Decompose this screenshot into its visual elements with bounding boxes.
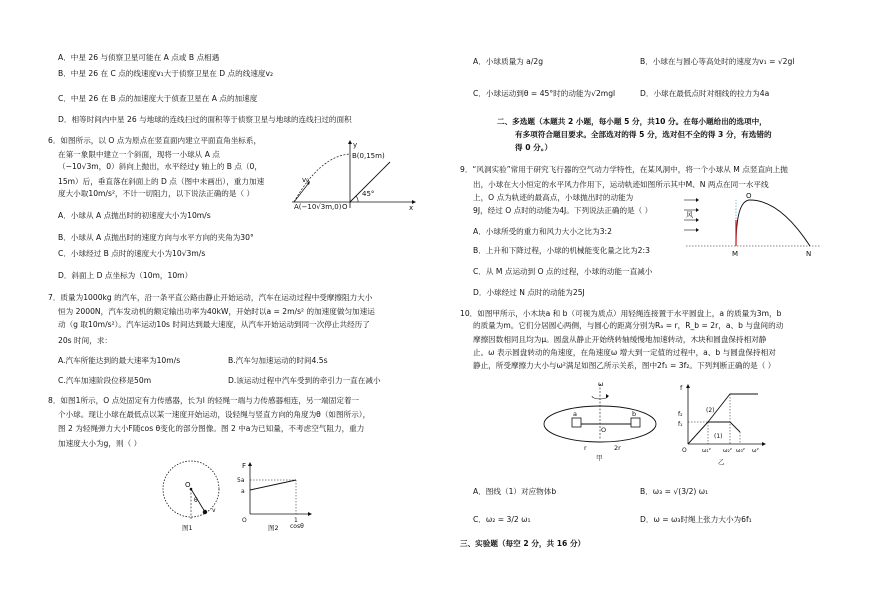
- q10-stem-5: 静止，所受摩擦力大小与ω²满足如图乙所示关系，图中2f₁ = 3f₂。下列判断正确的是（ ）: [473, 361, 776, 370]
- q8-stem-3: 图 2 为轻绳弹力大小F随cos θ变化的部分图像。图 2 中a为已知量，不考虑空气阻力，重力: [58, 424, 365, 433]
- q8-fig1-theta: θ: [194, 497, 198, 504]
- q6-fig-x-label: x: [409, 204, 414, 212]
- q10-fig-o: O: [601, 426, 607, 434]
- section-2-title-2: 有多项符合题目要求。全部选对的得 5 分，选对但不全的得 3 分，有选错的: [515, 130, 772, 139]
- q9-figure: [680, 190, 830, 262]
- q8-figure-1: [158, 456, 228, 532]
- q9-stem-4: 9J，经过 O 点时的动能为4J。下列说法正确的是（ ）: [473, 206, 653, 215]
- q6-stem-5: 度大小取10m/s²，不计一切阻力，以下说法正确的是（ ）: [58, 189, 255, 198]
- q10-fig-w3: ω₃²: [736, 448, 746, 454]
- q9-fig-n: N: [806, 250, 812, 258]
- q5-option-a: A．中星 26 与侦察卫星可能在 A 点或 B 点相遇: [58, 53, 220, 62]
- q10-fig-2r: 2r: [614, 444, 621, 452]
- q9-option-d: D．小球经过 N 点时的动能为25J: [473, 288, 585, 297]
- q10-stem-4: 止。ω 表示圆盘转动的角速度，在角速度ω 增大到一定值的过程中，a、b 与圆盘保持相对: [473, 348, 776, 357]
- q10-fig-w1: ω₁²: [702, 448, 712, 454]
- q5-option-b: B．中星 26 在 C 点的线速度v₁大于侦察卫星在 D 点的线速度v₂: [58, 69, 274, 78]
- q9-option-c: C．从 M 点运动到 O 点的过程，小球的动能一直减小: [473, 267, 653, 276]
- q10-fig-b: b: [632, 410, 637, 418]
- q8-stem-1: 8．如图1所示，O 点处固定有力传感器，长为l 的轻绳一端与力传感器相连，另一端固定着一: [48, 396, 360, 405]
- q9-stem-2: 出，小球在大小恒定的水平风力作用下，运动轨迹如图所示其中M、N 两点在同一水平线: [473, 180, 769, 189]
- q6-fig-point-b: B(0,15m): [352, 152, 385, 160]
- q10-fig-caption-jia: 甲: [596, 454, 603, 462]
- q8-option-d: D．小球在最低点时对细线的拉力为4a: [640, 89, 770, 98]
- q7-option-b: B.汽车匀加速运动的时间4.5s: [228, 356, 328, 365]
- q10-fig-w2: ω₂²: [723, 448, 733, 454]
- q6-stem-3: （−10√3m，0）斜向上抛出，水平经过y 轴上的 B 点（0，: [58, 162, 262, 171]
- q8-fig2-x-axis: cosθ: [290, 523, 304, 530]
- q10-stem-1: 10．如图甲所示，小木块a 和 b（可视为质点）用轻绳连接置于水平圆盘上，a 的质量为3m，b: [460, 309, 782, 318]
- q9-option-a: A．小球所受的重力和风力大小之比为3:2: [473, 227, 612, 236]
- q8-fig2-caption: 图2: [268, 524, 279, 532]
- q8-option-b: B．小球在与圆心等高处时的速度为v₁ = √2gl: [640, 57, 795, 66]
- q10-fig-caption-yi: 乙: [718, 458, 725, 466]
- q10-option-b: B．ω₃ = √(3/2) ω₁: [640, 487, 709, 496]
- q9-fig-m: M: [732, 250, 739, 258]
- q6-figure: [290, 140, 420, 210]
- q8-fig2-x1: 1: [294, 517, 298, 524]
- q8-stem-4: 加速度大小为g，则（ ）: [58, 439, 142, 448]
- q6-option-d: D．斜面上 D 点坐标为（10m，10m）: [58, 271, 193, 280]
- q6-option-b: B．小球从 A 点抛出时的速度方向与水平方向的夹角为30°: [58, 233, 254, 242]
- q7-stem-4: 20s 时间，求：: [58, 336, 113, 345]
- q8-fig2-origin: O: [242, 517, 247, 524]
- q10-fig-f: f: [680, 384, 683, 392]
- q6-stem-2: 在第一象限中建立一个斜面，现将一小球从 A 点: [58, 150, 220, 159]
- q7-option-c: C.汽车加速阶段位移是50m: [58, 376, 152, 385]
- q6-fig-angle: 45°: [362, 190, 375, 198]
- q10-fig-origin: O: [682, 447, 687, 454]
- q7-stem-2: 恒为 2000N，汽车发动机的额定输出功率为40kW，开始时以a = 2m/s² 的加速度做匀加速运: [58, 307, 375, 316]
- q8-option-c: C．小球运动到θ = 45°时的动能为√2mgl: [473, 89, 616, 98]
- section-2-title-1: 二、多选题（本题共 2 小题，每小题 5 分，共10 分。在每小题给出的选项中，: [497, 117, 767, 126]
- q8-fig2-a: a: [241, 488, 245, 495]
- q10-option-d: D．ω = ω₃时绳上张力大小为6f₁: [640, 515, 752, 524]
- q10-fig-curve-1: (1): [714, 433, 723, 440]
- q10-fig-omega: ω: [598, 380, 604, 388]
- q6-fig-y-label: y: [353, 141, 358, 149]
- q6-fig-origin: O: [342, 203, 348, 211]
- q6-fig-point-a: A(−10√3m,0): [294, 203, 342, 211]
- q9-stem-3: 上，O 点为轨迹的最高点，小球抛出时的动能为: [473, 193, 634, 202]
- section-2-title-3: 得 0 分。）: [515, 143, 553, 152]
- q10-fig-f1: f₁: [678, 421, 683, 428]
- q7-stem-1: 7．质量为1000kg 的汽车，沿一条平直公路由静止开始运动，汽车在运动过程中受摩擦阻力大小: [48, 293, 373, 302]
- q6-fig-v0: v₀: [302, 176, 309, 184]
- q9-stem-1: 9．“风洞实验”常用于研究飞行器的空气动力学特性，在某风洞中，将一个小球从 M 点竖直向上抛: [460, 165, 788, 174]
- q9-fig-o: O: [746, 192, 752, 200]
- q10-fig-wsq: ω²: [752, 448, 759, 454]
- q10-fig-curve-2: (2): [706, 407, 715, 414]
- q8-fig1-origin: O: [185, 481, 191, 489]
- q5-option-d: D．相等时间内中星 26 与地球的连线扫过的面积等于侦察卫星与地球的连线扫过的面积: [58, 115, 352, 124]
- q10-figure-yi: [678, 384, 768, 466]
- q10-fig-f2: f₂: [678, 411, 683, 418]
- section-3-title: 三、实验题（每空 2 分，共 16 分）: [460, 539, 586, 548]
- q8-fig1-v: v: [212, 507, 216, 514]
- q7-option-d: D.该运动过程中汽车受到的牵引力一直在减小: [228, 376, 381, 385]
- q6-stem-1: 6．如图所示，以 O 点为原点在竖直面内建立平面直角坐标系，: [48, 136, 262, 145]
- q6-option-c: C．小球经过 B 点时的速度大小为10√3m/s: [58, 249, 206, 258]
- q7-option-a: A.汽车所能达到的最大速率为10m/s: [58, 356, 181, 365]
- q6-stem-4: 15m）后，垂直落在斜面上的 D 点（图中未画出），重力加速: [58, 177, 265, 186]
- q9-fig-wind: 风: [686, 211, 693, 219]
- q10-fig-a: a: [573, 410, 577, 418]
- q10-figure-jia: [540, 380, 665, 460]
- q8-fig1-caption: 图1: [182, 524, 193, 532]
- q10-option-c: C．ω₂ = 3/2 ω₁: [473, 515, 531, 524]
- q9-option-b: B．上升和下降过程，小球的机械能变化量之比为2:3: [473, 246, 650, 255]
- q10-option-a: A．图线（1）对应物体b: [473, 487, 557, 496]
- q8-fig2-5a: 5a: [237, 477, 245, 484]
- q6-option-a: A．小球从 A 点抛出时的初速度大小为10m/s: [58, 211, 211, 220]
- q8-figure-2: [232, 462, 312, 532]
- q8-option-a: A．小球质量为 a/2g: [473, 57, 544, 66]
- q7-stem-3: 动（g 取10m/s²）。汽车运动10s 时间达到最大速度，从汽车开始运动到同一次停止共经历了: [58, 320, 370, 329]
- q10-stem-3: 摩擦因数相同且均为μ。圆盘从静止开始绕转轴缓慢地加速转动，木块和圆盘保持相对静: [473, 335, 767, 344]
- q10-stem-2: 的质量为m。它们分居圆心两侧，与圆心的距离分别为Rₐ = r，R_b = 2r，a、b 与盘间的动: [473, 321, 784, 330]
- q10-fig-r: r: [584, 444, 587, 452]
- q8-fig2-y-axis: F: [242, 462, 247, 470]
- q8-stem-2: 个小球。现让小球在最低点以某一速度开始运动，设轻绳与竖直方向的角度为θ（如图所示），: [58, 410, 371, 419]
- q5-option-c: C．中星 26 在 B 点的加速度大于侦查卫星在 A 点的加速度: [58, 94, 258, 103]
